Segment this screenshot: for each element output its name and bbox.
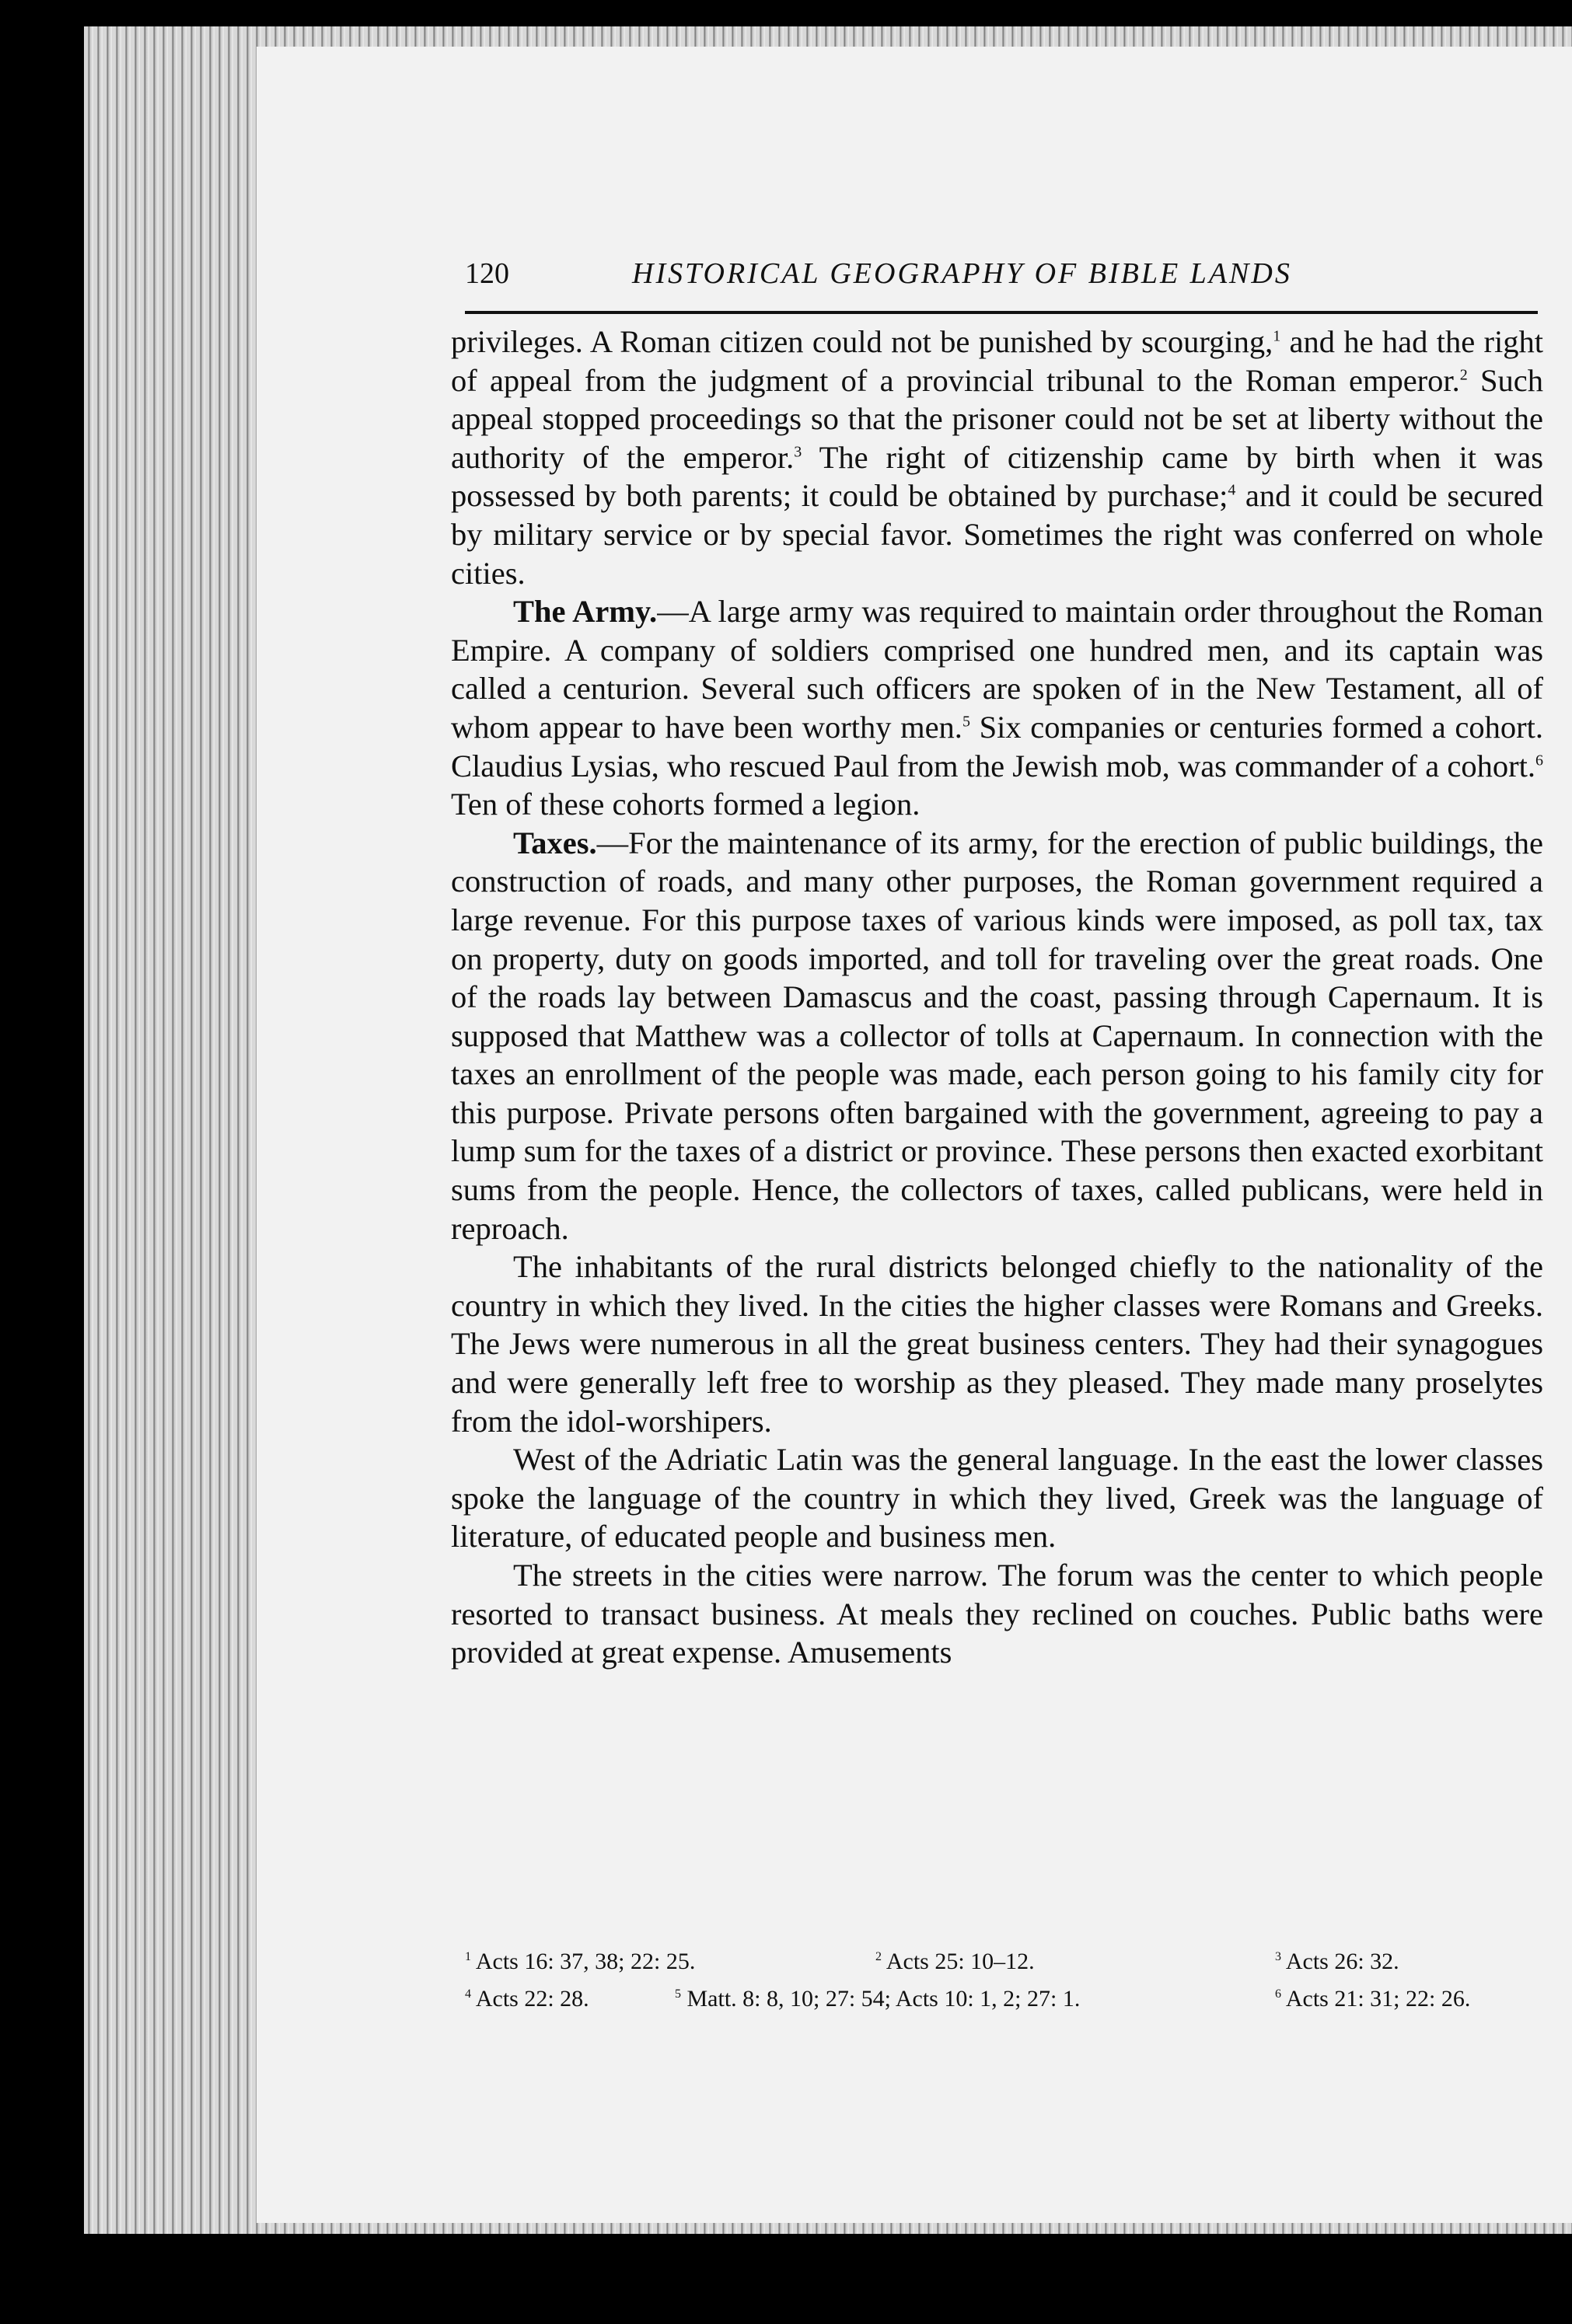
paragraph-privileges: privileges. A Roman citizen could not be punished by scourging,$^1$ and he had the right of appeal from the judgment of a provincial tribunal to the Roman emperor.$^2$ Such appeal stopped proceedings so that the prisoner could not be set at liberty without the authority of the emperor.$^3$ The right of citizenship came by birth when it was possessed by both parents; it could be obtained by purchase;$^4$ and it could be secured by military service or by special favor. Sometimes the right was conferred on whole cities. [451,324,1544,591]
footnote-ref: 5 [962,713,970,731]
section-heading-army: The Army. [513,594,658,630]
paragraph-taxes: Taxes.—For the maintenance of its army, for the erection of public buildings, the construction of roads, and many other purposes, the Roman government required a large revenue. For this purpose taxes of various kinds were imposed, as poll tax, tax on property, duty on goods imported, and toll for traveling over the great roads. One of the roads lay between Damascus and the coast, passing through Capernaum. It is supposed that Matthew was a collector of tolls at Capernaum. In connection with the taxes an enrollment of the people was made, each person going to his family city for this purpose. Private persons often bargained with the government, agreeing to pay a lump sum for the taxes of a district or province. These persons then exacted exorbitant sums from the people. Hence, the collectors of taxes, called publicans, were held in reproach. [451,825,1543,1246]
footnote: $^6$ Acts 21: 31; 22: 26. [1275,1986,1471,2012]
footnote-ref: 6 [1535,752,1543,769]
footnotes [465,1943,1538,2018]
header-rule [465,311,1538,314]
page-number: 120 [465,257,509,290]
footnote-row [465,1980,1538,2018]
footnote: $^2$ Acts 25: 10–12. [875,1949,1035,1974]
footnote-ref: 1 [1273,327,1281,345]
section-heading-taxes: Taxes. [513,825,597,860]
footnote-ref: 2 [1459,366,1468,384]
footnote: $^1$ Acts 16: 37, 38; 22: 25. [465,1949,696,1974]
footnote: $^4$ Acts 22: 28. [465,1986,589,2012]
running-title: HISTORICAL GEOGRAPHY OF BIBLE LANDS [632,257,1292,290]
footnote-row [465,1943,1538,1980]
footnote-ref: 4 [1228,481,1236,499]
footnote-ref: 3 [794,443,802,461]
footnote: $^5$ Matt. 8: 8, 10; 27: 54; Acts 10: 1, 2; 27: 1. [675,1986,1081,2012]
paragraph-army: The Army.—A large army was required to maintain order throughout the Roman Empire. A company of soldiers comprised one hundred men, and its captain was called a centurion. Several such officers are spoken of in the New Testament, all of whom appear to have been worthy men.$^5$ Six companies or centuries formed a cohort. Claudius Lysias, who rescued Paul from the Jewish mob, was commander of a cohort.$^6$ Ten of these cohorts formed a legion. [451,594,1543,822]
running-head [465,256,1538,303]
footnote: $^3$ Acts 26: 32. [1275,1949,1399,1974]
paragraph-language: West of the Adriatic Latin was the general language. In the east the lower classes spoke the language of the country in which they lived, Greek was the language of literature, of educated people and business men. [451,1442,1543,1555]
body-text [451,323,1543,1672]
paragraph-streets: The streets in the cities were narrow. The forum was the center to which people resorted to transact business. At meals they reclined on couches. Public baths were provided at great expense. Amusements [451,1558,1543,1670]
paragraph-inhabitants: The inhabitants of the rural districts belonged chiefly to the nationality of the country in which they lived. In the cities the higher classes were Romans and Greeks. The Jews were numerous in all the great business centers. They had their synagogues and were generally left free to worship as they pleased. They made many proselytes from the idol-worshipers. [451,1249,1543,1439]
